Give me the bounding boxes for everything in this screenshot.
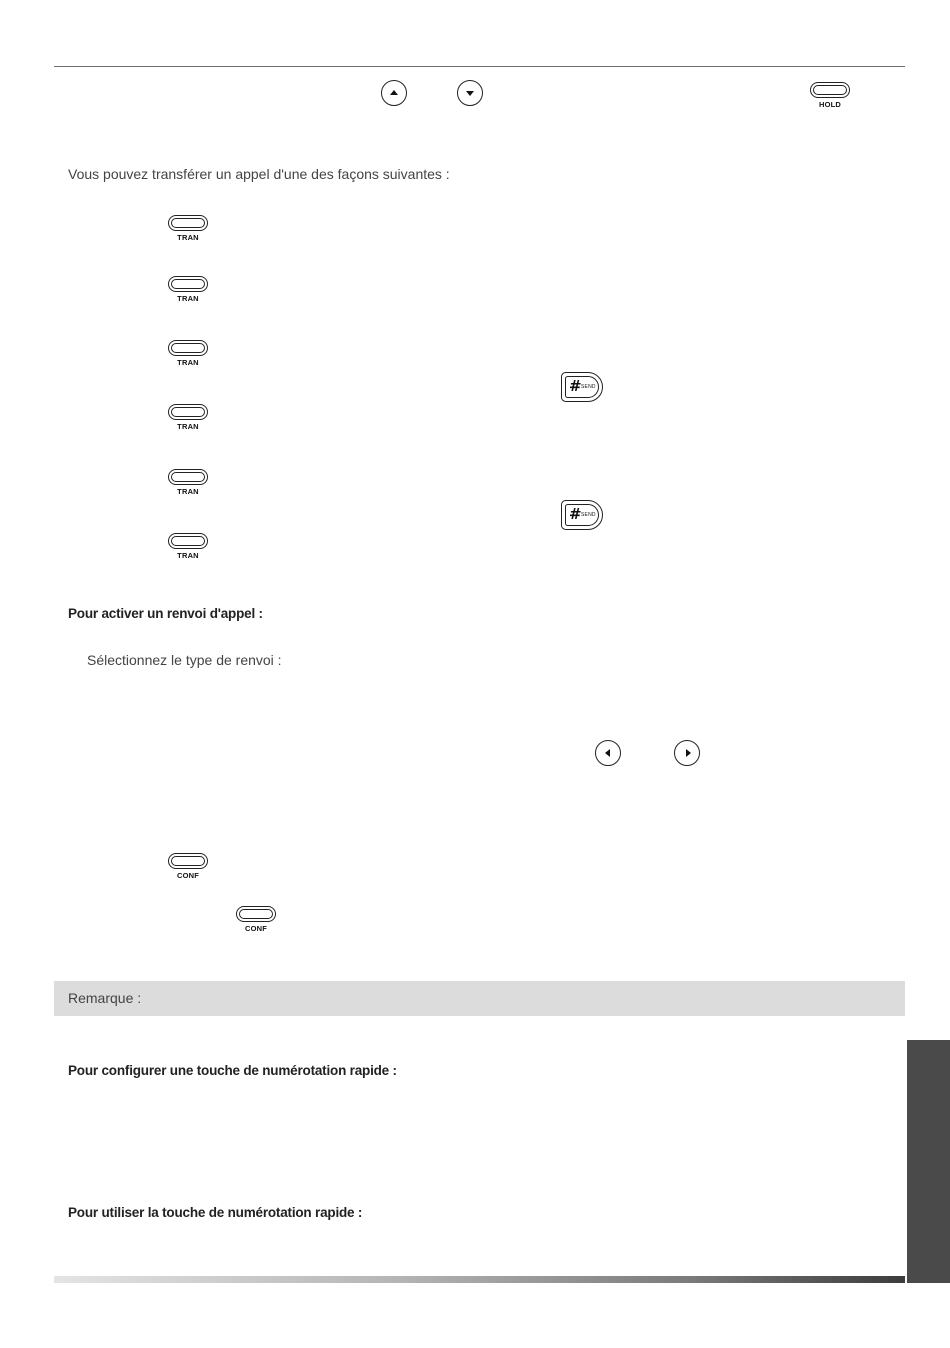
- speed-dial-config-heading: Pour configurer une touche de numérotation rapide :: [68, 1063, 397, 1078]
- tran-key-button: [168, 533, 208, 549]
- tran-key-button: [168, 276, 208, 292]
- hold-key-button: [810, 82, 850, 98]
- note-label: Remarque :: [68, 990, 142, 1006]
- conf-key-label: CONF: [176, 871, 200, 880]
- tran-key-button: [168, 340, 208, 356]
- speed-dial-use-heading: Pour utiliser la touche de numérotation rapide :: [68, 1205, 363, 1220]
- forward-heading: Pour activer un renvoi d'appel :: [68, 606, 263, 621]
- tran-key-button: [168, 404, 208, 420]
- note-bar: [54, 981, 905, 1016]
- tran-key-button: [168, 469, 208, 485]
- hash-icon: #: [569, 377, 582, 395]
- right-arrow-icon: [686, 749, 691, 757]
- hold-key[interactable]: [808, 82, 852, 109]
- conf-key-button: [168, 853, 208, 869]
- tran-key-5[interactable]: [166, 469, 210, 496]
- send-key-1[interactable]: [561, 372, 603, 402]
- tran-key-label: TRAN: [177, 487, 199, 496]
- side-tab: [907, 1040, 950, 1283]
- top-rule: [54, 66, 905, 67]
- hold-key-label: HOLD: [818, 100, 842, 109]
- right-navigation-key[interactable]: [674, 740, 700, 766]
- send-key-2[interactable]: [561, 500, 603, 530]
- left-navigation-key[interactable]: [595, 740, 621, 766]
- tran-key-1[interactable]: [166, 215, 210, 242]
- tran-key-6[interactable]: [166, 533, 210, 560]
- left-arrow-icon: [605, 749, 610, 757]
- down-navigation-key[interactable]: [457, 80, 483, 106]
- down-arrow-icon: [466, 91, 474, 96]
- up-arrow-icon: [390, 90, 398, 95]
- conf-key-2[interactable]: [234, 906, 278, 933]
- tran-key-label: TRAN: [177, 422, 199, 431]
- conf-key-1[interactable]: [166, 853, 210, 880]
- forward-select-text: Sélectionnez le type de renvoi :: [87, 652, 282, 668]
- tran-key-3[interactable]: [166, 340, 210, 367]
- tran-key-2[interactable]: [166, 276, 210, 303]
- up-navigation-key[interactable]: [381, 80, 407, 106]
- tran-key-4[interactable]: [166, 404, 210, 431]
- tran-key-label: TRAN: [177, 358, 199, 367]
- tran-key-label: TRAN: [177, 294, 199, 303]
- tran-key-button: [168, 215, 208, 231]
- tran-key-label: TRAN: [177, 233, 199, 242]
- conf-key-label: CONF: [244, 924, 268, 933]
- conf-key-button: [236, 906, 276, 922]
- send-key-label: SEND: [581, 512, 596, 518]
- transfer-intro-text: Vous pouvez transférer un appel d'une des façons suivantes :: [68, 166, 450, 182]
- tran-key-label: TRAN: [177, 551, 199, 560]
- hash-icon: #: [569, 505, 582, 523]
- send-key-label: SEND: [581, 384, 596, 390]
- bottom-gradient-bar: [54, 1276, 905, 1283]
